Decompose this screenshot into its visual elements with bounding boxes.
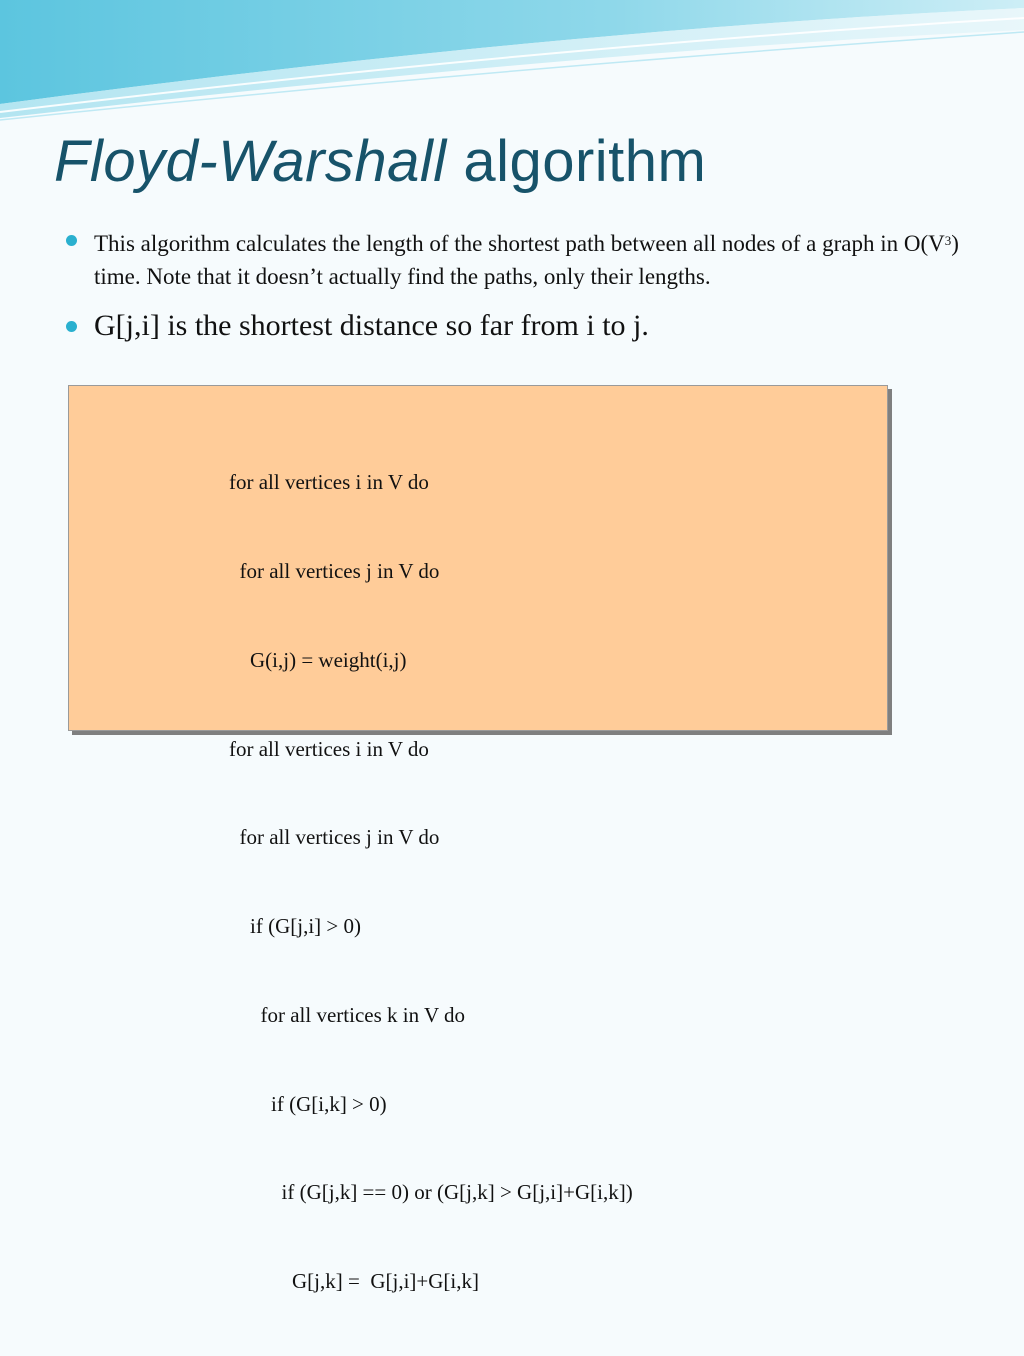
bullet-text: This algorithm calculates the length of the shortest path between all nodes of a graph in $O(V^3)$ time. Note that it doesn’t actually find the paths, only their lengths.: [94, 231, 959, 289]
slide-title: [54, 128, 706, 195]
title-italic: Floyd-Warshall: [54, 129, 447, 194]
bullet-dot-icon: [66, 235, 77, 246]
pseudocode: [229, 409, 633, 1356]
code-line: for all vertices j in V do: [229, 558, 440, 583]
bullet-list: [66, 224, 966, 345]
code-line: for all vertices j in V do: [229, 825, 440, 850]
bullet-item: [66, 307, 966, 345]
code-line: G(i,j) = weight(i,j): [229, 647, 407, 672]
code-line: G[j,k] = G[j,i]+G[i,k]: [229, 1269, 479, 1294]
code-line: if (G[j,i] > 0): [229, 914, 361, 939]
bullet-dot-icon: [66, 321, 77, 332]
superscript: 3: [944, 233, 952, 248]
pseudocode-box: [68, 385, 888, 1294]
code-line: for all vertices k in V do: [229, 1002, 466, 1027]
title-rest: algorithm: [446, 129, 707, 194]
code-line: for all vertices i in V do: [229, 736, 429, 761]
bullet-text: G[j,i] is the shortest distance so far from i to j.: [94, 309, 649, 342]
code-line: if (G[j,k] == 0) or (G[j,k] > G[j,i]+G[i,k]): [229, 1180, 633, 1205]
code-line: if (G[i,k] > 0): [229, 1091, 387, 1116]
bullet-item: [66, 224, 966, 293]
code-line: for all vertices i in V do: [229, 470, 429, 495]
header-wave-decoration: [0, 0, 1024, 130]
